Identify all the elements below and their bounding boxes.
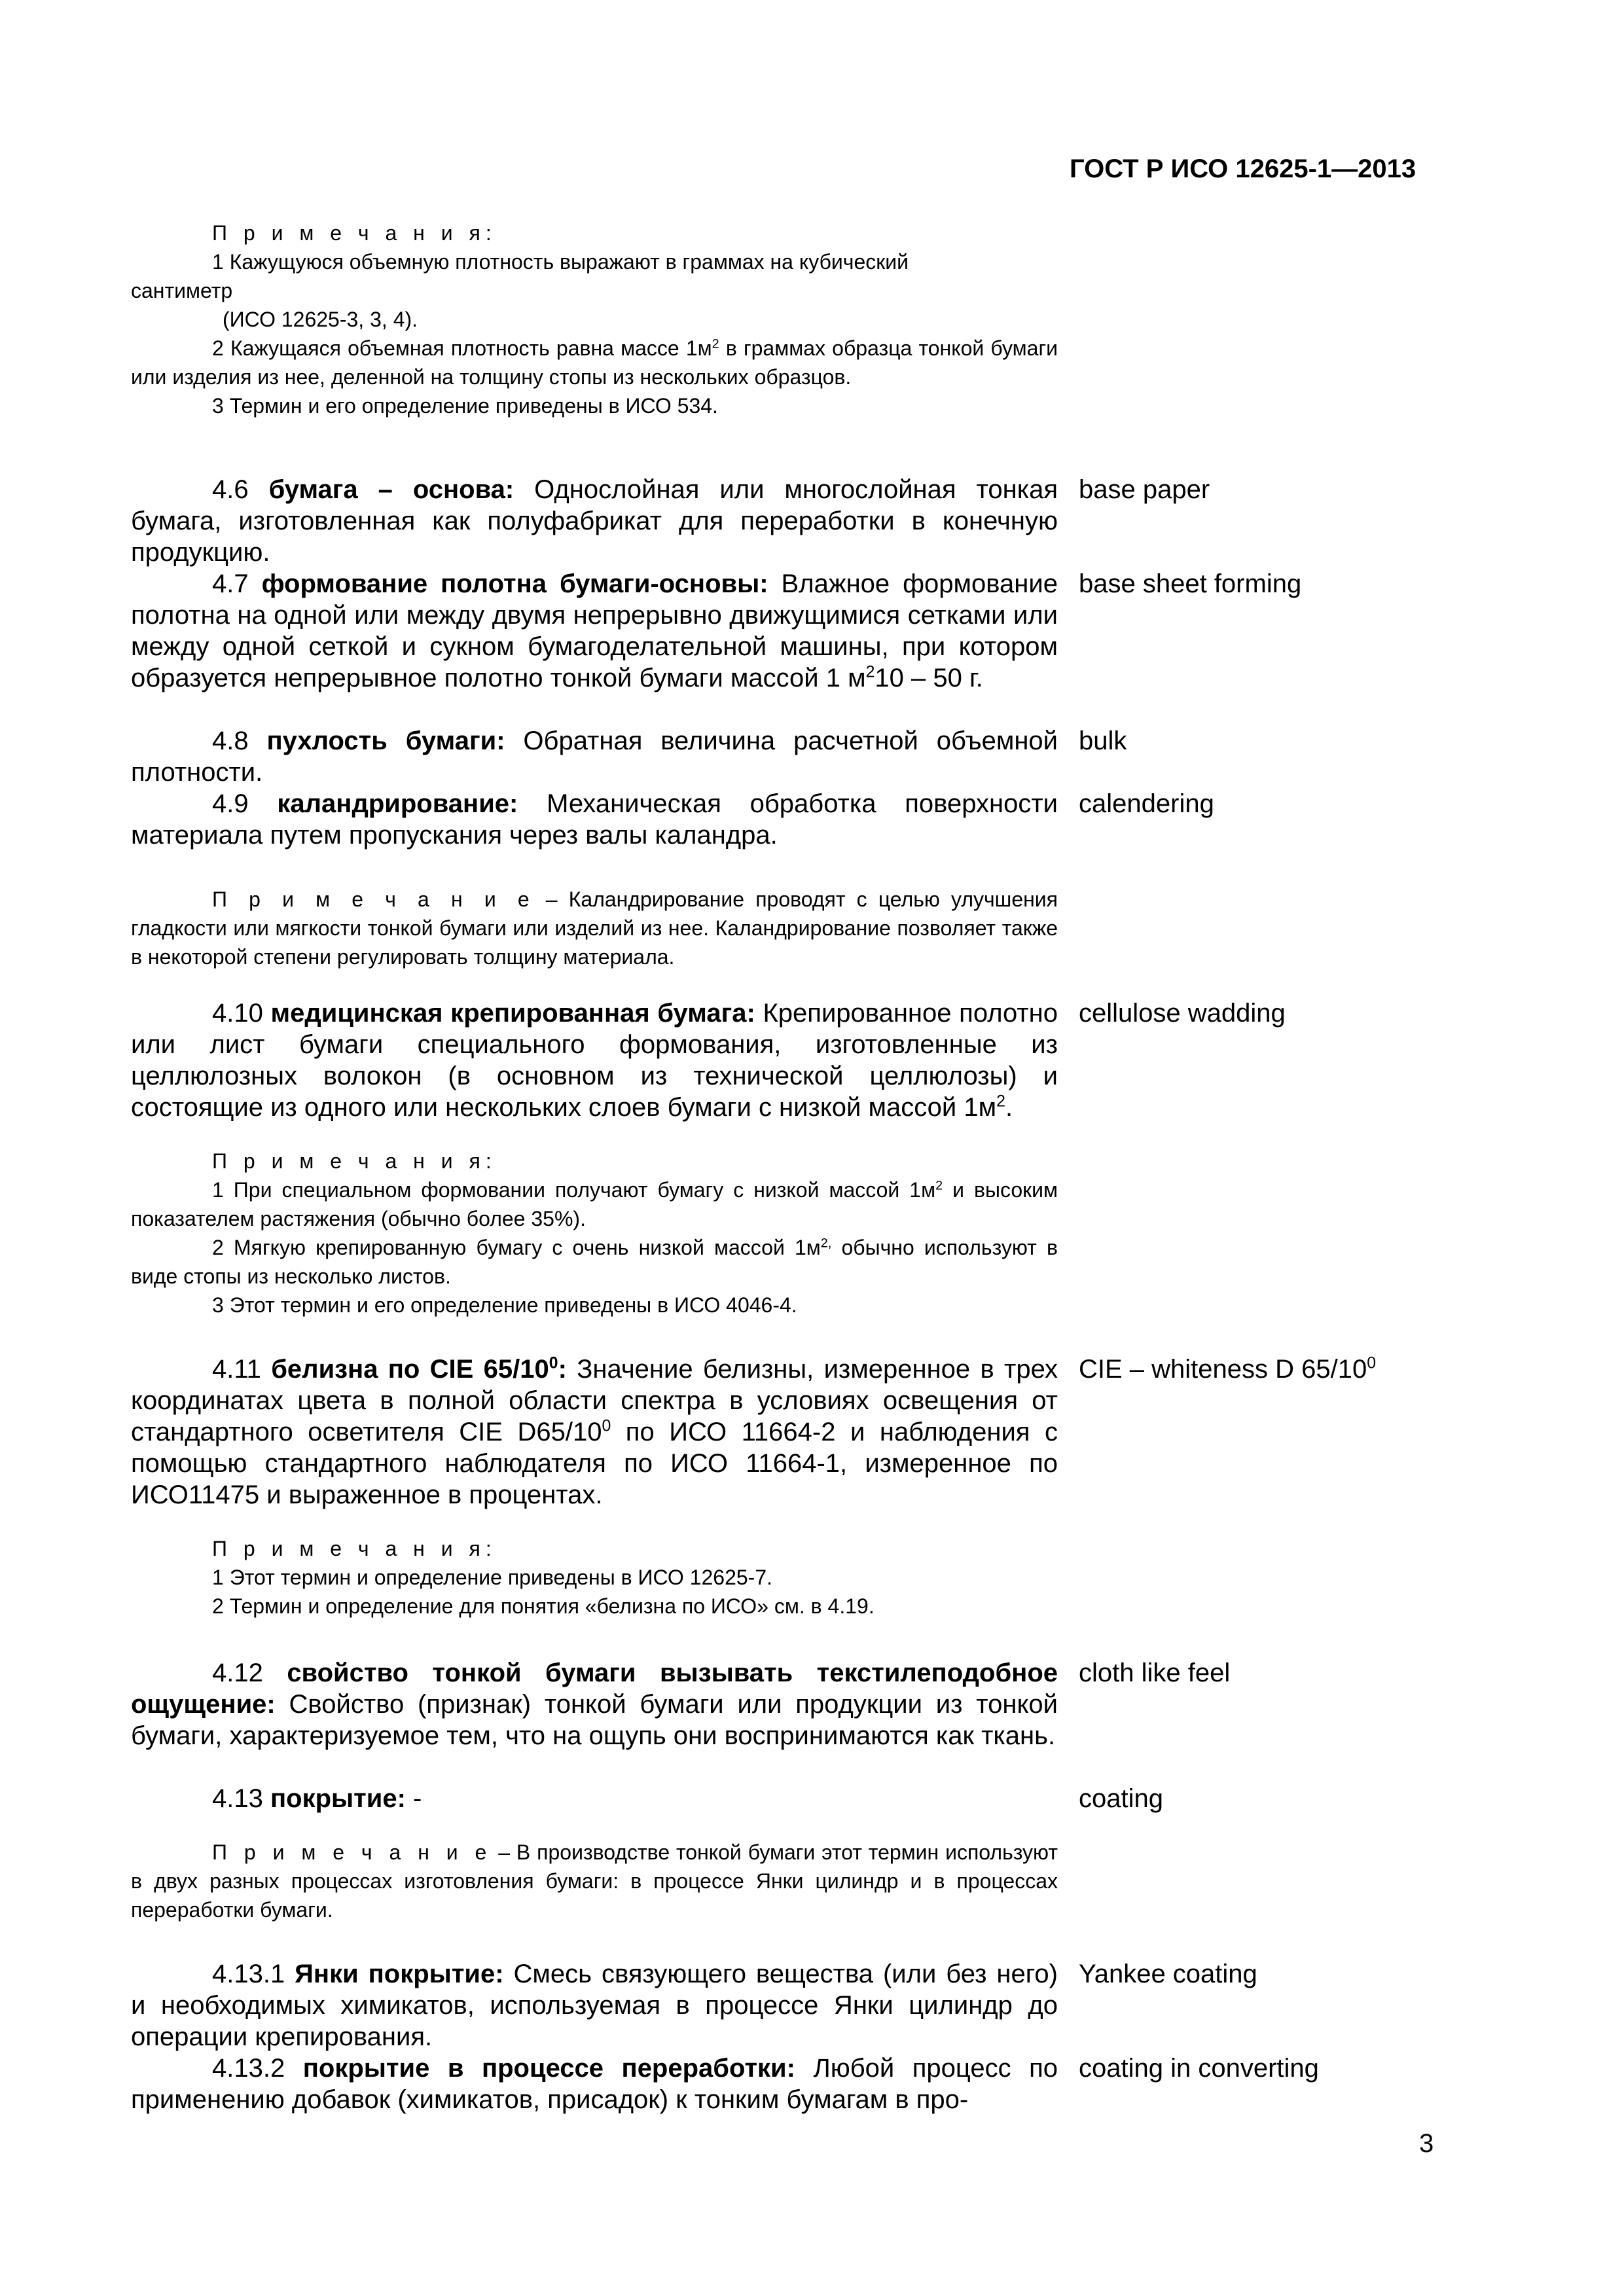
notes-title: П р и м е ч а н и я: bbox=[212, 221, 497, 245]
page-number: 3 bbox=[1419, 2129, 1434, 2158]
term-4-10-english: cellulose wadding bbox=[1079, 999, 1286, 1028]
note-title: П р и м е ч а н и е bbox=[212, 1840, 492, 1864]
term-4-13-1-english: Yankee coating bbox=[1079, 1960, 1257, 1988]
note-1-line-a: 1 Кажущуюся объемную плотность выражают в граммах на кубический bbox=[212, 250, 909, 274]
notes-block-whiteness bbox=[131, 1534, 1058, 1621]
term-4-13-english: coating bbox=[1079, 1784, 1163, 1813]
note-1: 1 При специальном формовании получают бумагу с низкой массой $1м^2$ и высоким показателем растяжения (обычно более 35%). bbox=[131, 1178, 1058, 1230]
term-4-12-english: cloth like feel bbox=[1079, 1659, 1231, 1687]
term-4-13-2: 4.13.2 покрытие в процессе переработки: Любой процесс по применению добавок (химикатов, присадок) к тонким бумагам в про- bbox=[131, 2054, 1058, 2114]
note-1: 1 Этот термин и определение приведены в ИСО 12625-7. bbox=[212, 1566, 773, 1589]
term-4-8-english: bulk bbox=[1079, 726, 1127, 755]
term-4-11: 4.11 белизна по CIE $65/10^0$: Значение белизны, измеренное в трех координатах цвета в полной области спектра в условиях освещения от стандартного осветителя CIE $D65/10^0$ по ИСО 11664-2 и наблюдения с помощью стандартного наблюдателя по ИСО 11664-1, измеренное по ИСО11475 и выраженное в процентах. bbox=[131, 1354, 1058, 1509]
term-4-6-name: бумага – основа: bbox=[268, 475, 514, 504]
note-2: 2 Мягкую крепированную бумагу с очень низкой массой $1м^{2,}$ обычно используют в виде стопы из несколько листов. bbox=[131, 1236, 1058, 1288]
notes-block-apparent-density bbox=[131, 219, 1058, 420]
note-2: 2 Кажущаяся объемная плотность равна массе $1м^2$ в граммах образца тонкой бумаги или изделия из нее, деленной на толщину стопы из нескольких образцов. bbox=[131, 336, 1058, 389]
term-4-6-english: base paper bbox=[1079, 475, 1210, 504]
note-coating: П р и м е ч а н и е – В производстве тонкой бумаги этот термин используют в двух разных процессах изготовления бумаги: в процессе Янки цилиндр и в процессах переработки бумаги. bbox=[131, 1840, 1058, 1922]
note-3: 3 Этот термин и его определение приведены в ИСО 4046-4. bbox=[212, 1293, 797, 1317]
term-4-12-name: свойство тонкой бумаги вызывать текстилеподобное ощущение: bbox=[131, 1659, 1058, 1719]
term-4-11-name: белизна по CIE $65/10^0$: bbox=[271, 1354, 567, 1384]
note-title: П р и м е ч а н и е bbox=[212, 888, 535, 911]
term-4-10-name: медицинская крепированная бумага: bbox=[270, 999, 755, 1028]
notes-title: П р и м е ч а н и я: bbox=[212, 1537, 497, 1560]
term-4-8: 4.8 пухлость бумаги: Обратная величина расчетной объемной плотности. bbox=[131, 726, 1058, 787]
note-1-line-c: (ИСО 12625-3, 3, 4). bbox=[223, 308, 418, 331]
note-2: 2 Термин и определение для понятия «белизна по ИСО» см. в 4.19. bbox=[212, 1594, 875, 1618]
term-4-13-1: 4.13.1 Янки покрытие: Смесь связующего вещества (или без него) и необходимых химикатов, используемая в процессе Янки цилиндр до операции крепирования. bbox=[131, 1960, 1058, 2051]
term-4-13-2-name: покрытие в процессе переработки: bbox=[302, 2054, 795, 2083]
note-calendering: П р и м е ч а н и е – Каландрирование проводят с целью улучшения гладкости или мягкости тонкой бумаги или изделий из нее. Каландрирование позволяет также в некоторой степени регулировать толщину материала. bbox=[131, 888, 1058, 969]
document-header: ГОСТ Р ИСО 12625-1—2013 bbox=[1070, 154, 1416, 183]
term-4-7: 4.7 формование полотна бумаги-основы: Влажное формование полотна на одной или между двумя непрерывно движущимися сетками или между одной сеткой и сукном бумагоделательной машины, при котором образуется непрерывное полотно тонкой бумаги массой 1 $м^210 - 50$ г. bbox=[131, 569, 1058, 692]
note-1-line-b: сантиметр bbox=[131, 279, 233, 302]
term-4-13-2-english: coating in converting bbox=[1079, 2054, 1319, 2083]
term-4-6: 4.6 бумага – основа: Однослойная или многослойная тонкая бумага, изготовленная как полуфабрикат для переработки в конечную продукцию. bbox=[131, 475, 1058, 567]
note-3: 3 Термин и его определение приведены в ИСО 534. bbox=[212, 394, 718, 418]
term-4-7-name: формование полотна бумаги-основы: bbox=[261, 569, 768, 598]
term-4-13-1-name: Янки покрытие: bbox=[295, 1960, 504, 1988]
term-4-10: 4.10 медицинская крепированная бумага: Крепированное полотно или лист бумаги специального формования, изготовленные из целлюлозных волокон (в основном из технической целлюлозы) и состоящие из одного или нескольких слоев бумаги с низкой массой $1м^2$. bbox=[131, 999, 1058, 1122]
notes-title: П р и м е ч а н и я: bbox=[212, 1149, 497, 1173]
term-4-13-name: покрытие: bbox=[270, 1784, 406, 1813]
term-4-13: 4.13 покрытие: - bbox=[212, 1784, 422, 1813]
notes-block-wadding bbox=[131, 1147, 1058, 1319]
term-4-9: 4.9 каландрирование: Механическая обработка поверхности материала путем пропускания через валы каландра. bbox=[131, 789, 1058, 850]
term-4-9-name: каландрирование: bbox=[277, 789, 518, 818]
term-4-8-name: пухлость бумаги: bbox=[266, 726, 505, 755]
term-4-11-english: CIE – whiteness D $65/10^0$ bbox=[1079, 1354, 1377, 1384]
term-4-12: 4.12 свойство тонкой бумаги вызывать текстилеподобное ощущение: Свойство (признак) тонкой бумаги или продукции из тонкой бумаги, характеризуемое тем, что на ощупь они воспринимаются как ткань. bbox=[131, 1659, 1058, 1750]
term-4-9-english: calendering bbox=[1079, 789, 1214, 818]
term-4-7-english: base sheet forming bbox=[1079, 569, 1302, 598]
